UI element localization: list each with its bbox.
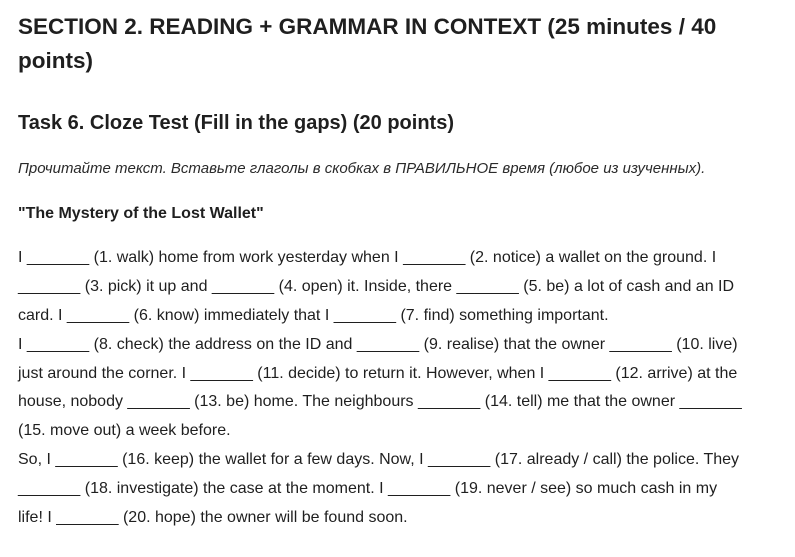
text-line: card. I _______ (6. know) immediately that I _______ (7. find) something important. <box>18 306 609 324</box>
text-line: _______ (18. investigate) the case at the moment. I _______ (19. never / see) so much cash in my <box>18 480 718 498</box>
cloze-text <box>18 244 788 533</box>
section-title: SECTION 2. READING + GRAMMAR IN CONTEXT (25 minutes / 40 points) <box>18 14 717 73</box>
text-line: _______ (3. pick) it up and _______ (4. open) it. Inside, there _______ (5. be) a lot of cash and an ID <box>18 277 735 295</box>
text-line: So, I _______ (16. keep) the wallet for a few days. Now, I _______ (17. already / call) the police. They <box>18 451 740 469</box>
text-line: I _______ (1. walk) home from work yesterday when I _______ (2. notice) a wallet on the ground. I <box>18 249 717 266</box>
text-line: I _______ (8. check) the address on the ID and _______ (9. realise) that the owner _______ (10. live) <box>18 335 738 353</box>
text-line: (15. move out) a week before. <box>18 422 231 440</box>
instruction-text: Прочитайте текст. Вставьте глаголы в скобках в ПРАВИЛЬНОЕ время (любое из изученных). <box>18 160 706 177</box>
text-line: house, nobody _______ (13. be) home. The neighbours _______ (14. tell) me that the owner _______ <box>18 393 742 411</box>
text-line: life! I _______ (20. hope) the owner will be found soon. <box>18 509 408 527</box>
task-title: Task 6. Cloze Test (Fill in the gaps) (20 points) <box>18 112 454 134</box>
text-line: just around the corner. I _______ (11. decide) to return it. However, when I _______ (12. arrive) at the <box>18 364 738 382</box>
story-title: "The Mystery of the Lost Wallet" <box>18 205 264 222</box>
